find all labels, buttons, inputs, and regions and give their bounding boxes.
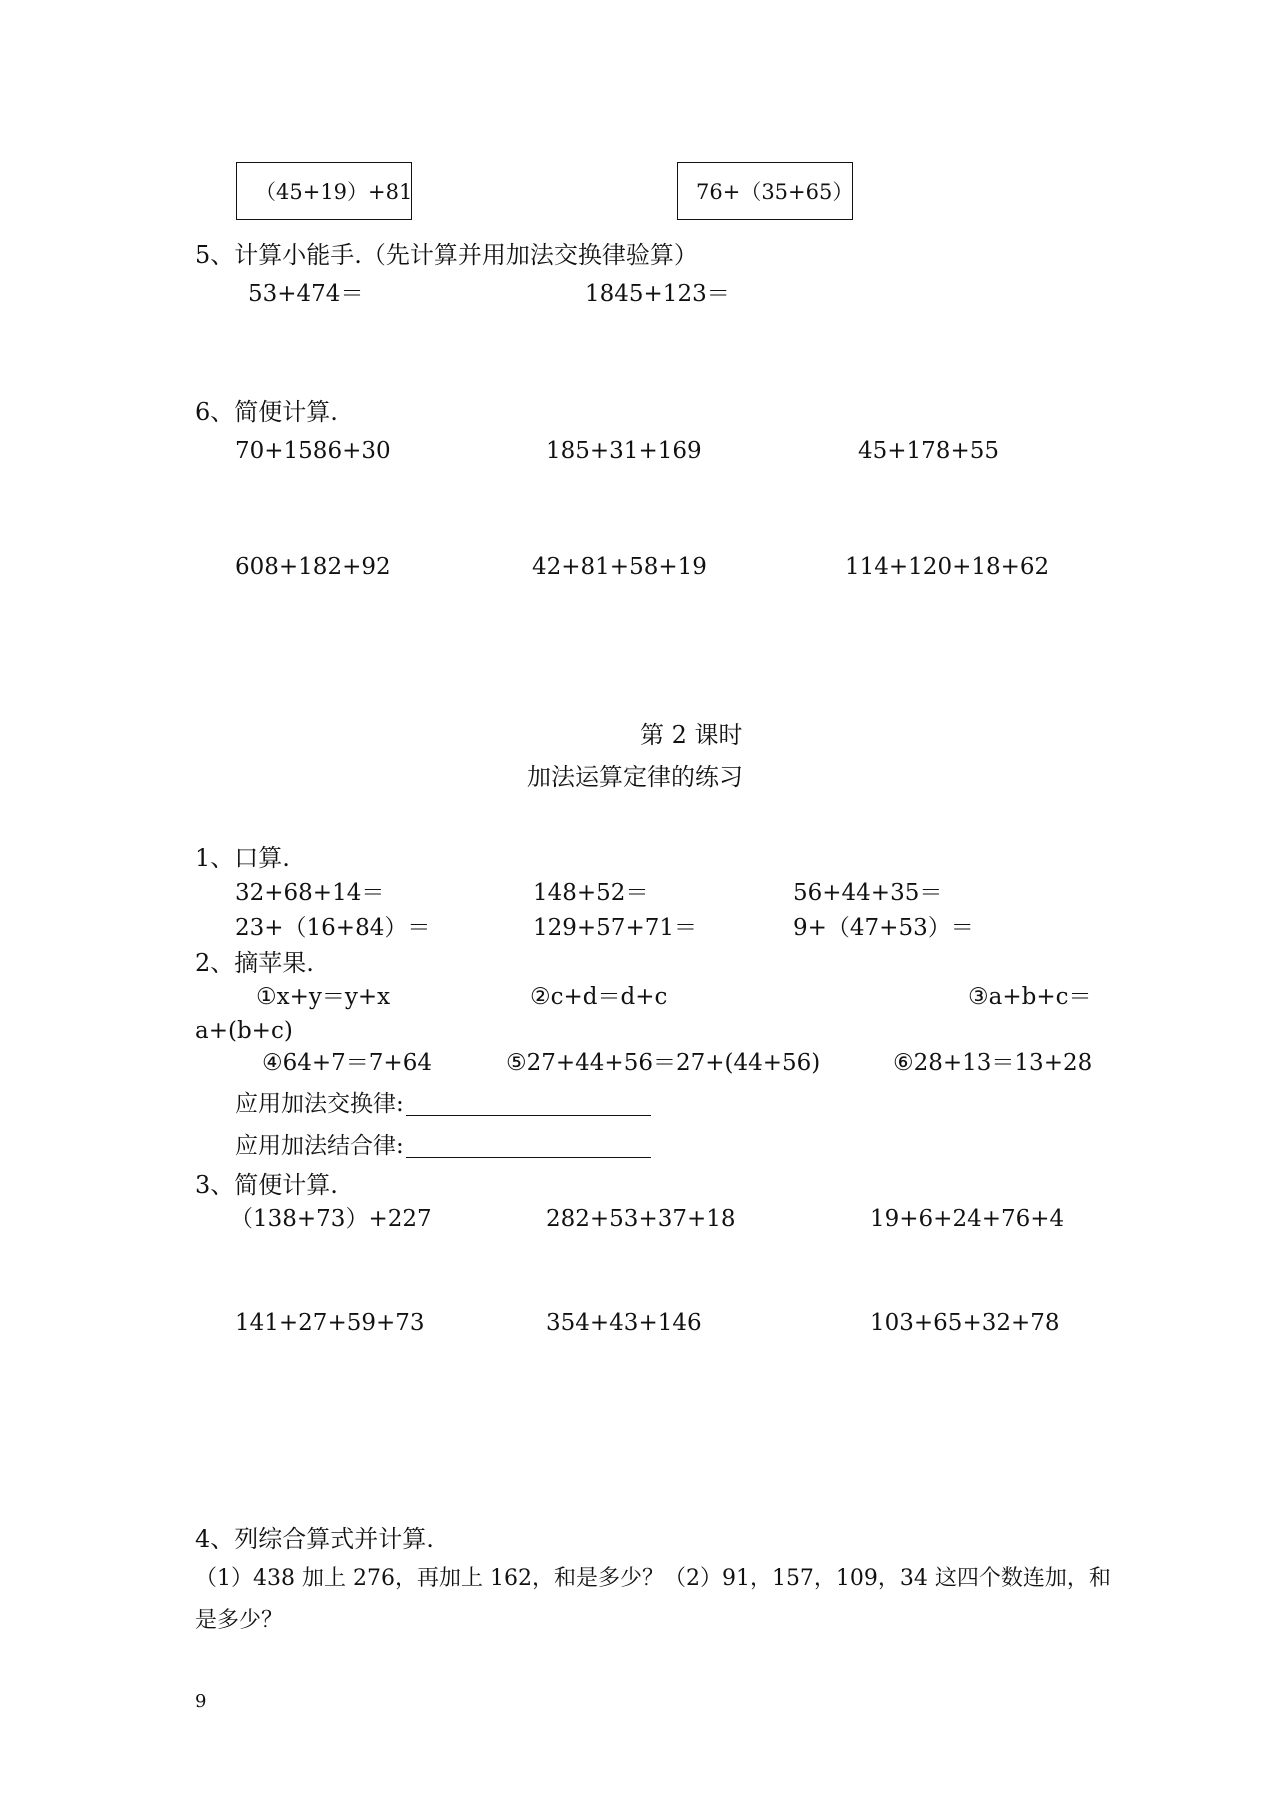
p4-title: 4、列综合算式并计算. <box>195 1525 434 1553</box>
lesson-heading: 第 2 课时 <box>640 721 743 749</box>
p2-fill-associative <box>235 1135 651 1158</box>
p3-expr-2: 282+53+37+18 <box>546 1206 736 1232</box>
p1-expr-1: 32+68+14＝ <box>235 880 385 906</box>
expression-box-1-text: （45+19）+81 <box>255 180 413 204</box>
q6-expr-5: 42+81+58+19 <box>532 554 707 580</box>
p3-expr-5: 354+43+146 <box>546 1310 702 1336</box>
p3-expr-1: （138+73）+227 <box>230 1206 432 1232</box>
p2-fill-commutative-label: 应用加法交换律: <box>235 1091 404 1117</box>
p2-item-4: ④64+7＝7+64 <box>262 1050 432 1076</box>
answer-blank-commutative[interactable] <box>406 1093 651 1116</box>
p4-line-2: 是多少？ <box>195 1608 284 1633</box>
p2-item-3-continued: a+(b+c) <box>195 1018 293 1044</box>
p1-expr-4: 23+（16+84）＝ <box>235 915 431 941</box>
p1-title: 1、口算. <box>195 844 290 872</box>
q5-item-1: 53+474＝ <box>248 281 364 307</box>
q6-expr-3: 45+178+55 <box>858 438 999 464</box>
q6-expr-2: 185+31+169 <box>546 438 702 464</box>
expression-box-1 <box>236 162 412 220</box>
answer-blank-associative[interactable] <box>406 1135 651 1158</box>
q6-expr-1: 70+1586+30 <box>235 438 391 464</box>
p2-item-3: ③a+b+c＝ <box>968 984 1092 1010</box>
p3-title: 3、简便计算. <box>195 1171 338 1199</box>
p2-item-1: ①x+y＝y+x <box>256 984 391 1010</box>
q5-title: 5、计算小能手.（先计算并用加法交换律验算） <box>195 241 698 269</box>
p1-expr-5: 129+57+71＝ <box>533 915 697 941</box>
lesson-subtitle: 加法运算定律的练习 <box>527 763 743 791</box>
q6-expr-6: 114+120+18+62 <box>845 554 1050 580</box>
q6-expr-4: 608+182+92 <box>235 554 391 580</box>
p3-expr-6: 103+65+32+78 <box>870 1310 1060 1336</box>
p4-line-1: （1）438 加上 276，再加上 162，和是多少？（2）91，157，109，34 这四个数连加，和 <box>195 1566 1111 1591</box>
p1-expr-6: 9+（47+53）＝ <box>793 915 974 941</box>
p3-expr-4: 141+27+59+73 <box>235 1310 425 1336</box>
p2-fill-associative-label: 应用加法结合律: <box>235 1133 404 1159</box>
page-number: 9 <box>195 1691 207 1712</box>
p3-expr-3: 19+6+24+76+4 <box>870 1206 1065 1232</box>
p1-expr-2: 148+52＝ <box>533 880 649 906</box>
q6-title: 6、简便计算. <box>195 398 338 426</box>
p2-item-2: ②c+d＝d+c <box>530 984 668 1010</box>
p2-fill-commutative <box>235 1093 651 1116</box>
p1-expr-3: 56+44+35＝ <box>793 880 943 906</box>
expression-box-2-text: 76+（35+65） <box>696 180 854 204</box>
q5-item-2: 1845+123＝ <box>585 281 730 307</box>
p2-title: 2、摘苹果. <box>195 949 314 977</box>
expression-box-2 <box>677 162 853 220</box>
p2-item-6: ⑥28+13＝13+28 <box>893 1050 1093 1076</box>
p2-item-5: ⑤27+44+56＝27+(44+56) <box>506 1050 821 1076</box>
